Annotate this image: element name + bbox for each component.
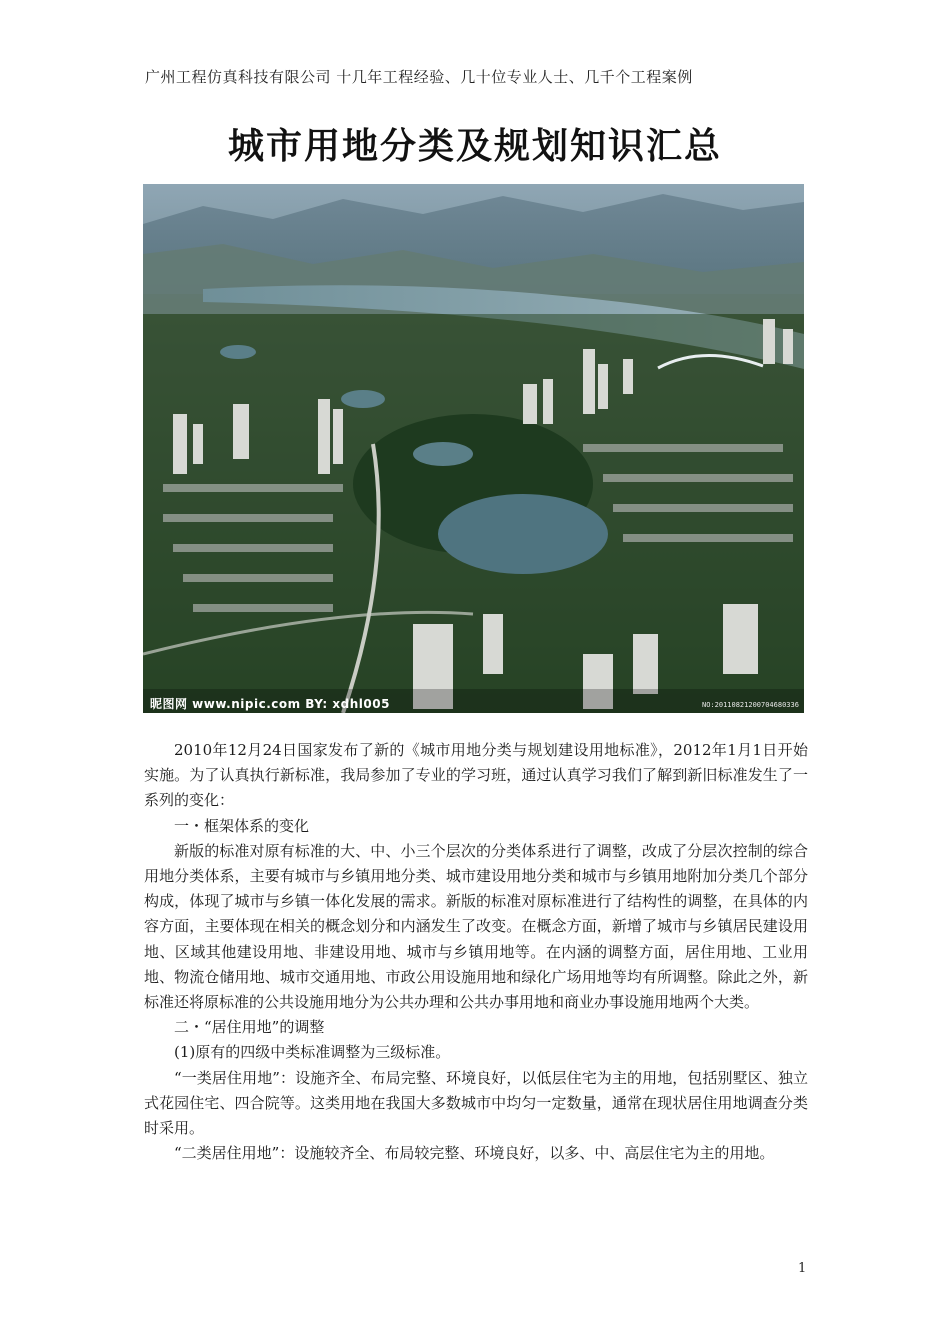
watermark-image-number: NO:20110821200704680336 (702, 701, 799, 709)
document-body (144, 738, 808, 1166)
aerial-city-image (143, 184, 804, 713)
paragraph: 2010年12月24日国家发布了新的《城市用地分类与规划建设用地标准》，2012年1月1日开始实施。为了认真执行新标准，我局参加了专业的学习班，通过认真学习我们了解到新旧标准发生了一系列的变化： (144, 741, 808, 810)
page-number: 1 (798, 1261, 807, 1276)
paragraph: “一类居住用地”：设施齐全、布局完整、环境良好，以低层住宅为主的用地，包括别墅区、独立式花园住宅、四合院等。这类用地在我国大多数城市中均匀一定数量，通常在现状居住用地调查分类时采用。 (144, 1068, 808, 1138)
watermark-nipic: 昵图网 www.nipic.com BY: xdhl005 (150, 697, 390, 711)
paragraph: (1)原有的四级中类标准调整为三级标准。 (174, 1043, 451, 1062)
section-heading: 二・“居住用地”的调整 (174, 1018, 325, 1037)
document-title: 城市用地分类及规划知识汇总 (227, 125, 722, 167)
section-heading: 一・框架体系的变化 (174, 816, 310, 835)
paragraph: “二类居住用地”：设施较齐全、布局较完整、环境良好，以多、中、高层住宅为主的用地。 (174, 1144, 775, 1163)
page-header: 广州工程仿真科技有限公司 十几年工程经验、几十位专业人士、几千个工程案例 (145, 68, 693, 86)
paragraph: 新版的标准对原有标准的大、中、小三个层次的分类体系进行了调整，改成了分层次控制的综合用地分类体系，主要有城市与乡镇用地分类、城市建设用地分类和城市与乡镇用地附加分类几个部分构成，体现了城市与乡镇一体化发展的需求。新版的标准对原标准进行了结构性的调整，在具体的内容方面，主要体现在相关的概念划分和内涵发生了改变。在概念方面，新增了城市与乡镇居民建设用地、区域其他建设用地、非建设用地、城市与乡镇用地等。在内涵的调整方面，居住用地、工业用地、物流仓储用地、城市交通用地、市政公用设施用地和绿化广场用地等均有所调整。除此之外，新标准还将原标准的公共设施用地分为公共办理和公共办事用地和商业办事设施用地两个大类。 (144, 841, 808, 1012)
